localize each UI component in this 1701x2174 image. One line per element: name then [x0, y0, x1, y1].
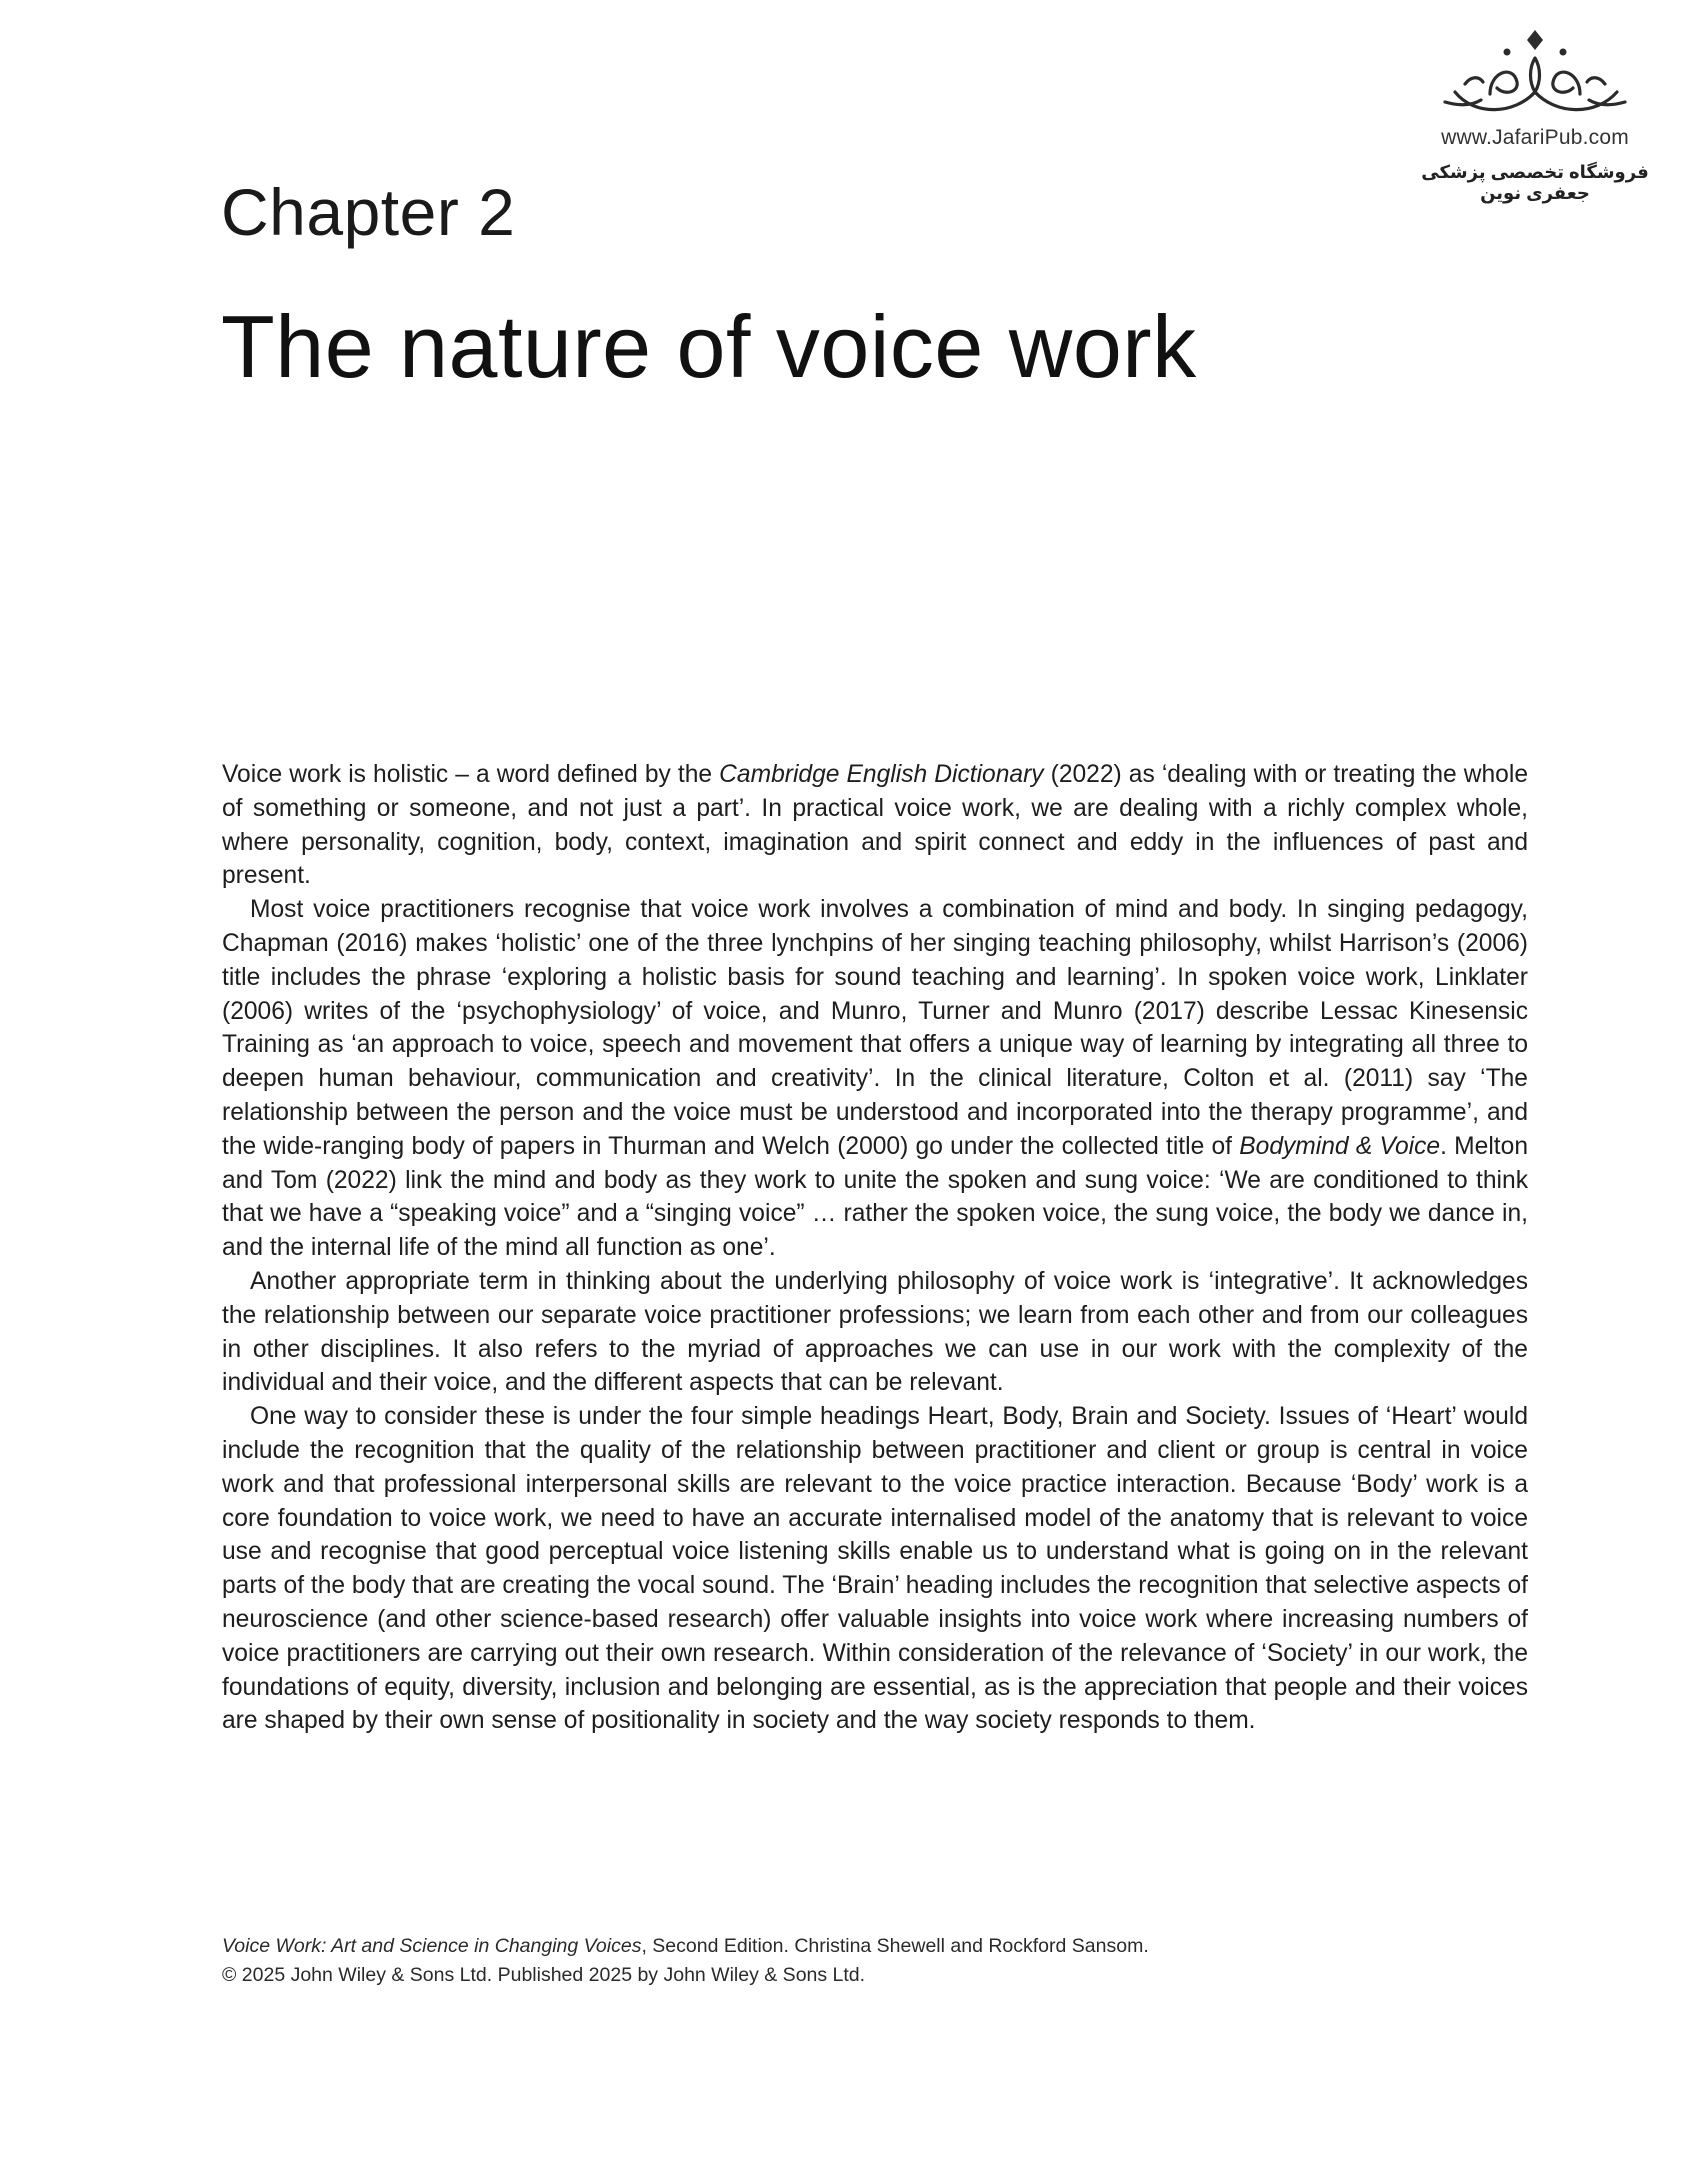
dictionary-title: Cambridge English Dictionary [719, 761, 1044, 788]
footer-book-title: Voice Work: Art and Science in Changing Voices [222, 1935, 642, 1957]
paragraph-1-text-a: Voice work is holistic – a word defined by the [222, 761, 720, 788]
footer-book-details: , Second Edition. Christina Shewell and Rockford Sansom. [641, 1935, 1149, 1957]
paragraph-4: One way to consider these is under the four simple headings Heart, Body, Brain and Society. Issues of ‘Heart’ would include the recognition that the quality of the relationship between practitioner and client or group is central in voice work and that professional interpersonal skills are relevant to the voice practice interaction. Because ‘Body’ work is a core foundation to voice work, we need to have an accurate internalised model of the anatomy that is relevant to voice use and recognise that good perceptual voice listening skills enable us to understand what is going on in the relevant parts of the body that are creating the vocal sound. The ‘Brain’ heading includes the recognition that selective aspects of neuroscience (and other science-based research) offer valuable insights into voice work where increasing numbers of voice practitioners are carrying out their own research. Within consideration of the relevance of ‘Society’ in our work, the foundations of equity, diversity, inclusion and belonging are essential, as is the appreciation that people and their voices are shaped by their own sense of positionality in society and the way society responds to them. [222, 1403, 1528, 1735]
paragraph-1-text-b: (2022) as ‘dealing with or treating the whole of something or someone, and not just a part’. In practical voice work, we are dealing with a richly complex whole, where personality, cognition, body, context, imagination and spirit connect and eddy in the influences of past and present. [222, 761, 1528, 890]
chapter-title: The nature of voice work [221, 297, 1197, 396]
paragraph-2 [222, 893, 1528, 1265]
paragraph-3: Another appropriate term in thinking about the underlying philosophy of voice work is ‘integrative’. It acknowledges the relationship between our separate voice practitioner professions; we learn from each other and from our colleagues in other disciplines. It also refers to the myriad of approaches we can use in our work with the complexity of the individual and their voice, and the different aspects that can be relevant. [222, 1267, 1528, 1397]
publisher-logo[interactable] [1390, 22, 1680, 203]
footer-copyright: © 2025 John Wiley & Sons Ltd. Published 2025 by John Wiley & Sons Ltd. [222, 1963, 866, 1986]
footer-citation [222, 1932, 1522, 1961]
publisher-url[interactable]: www.JafariPub.com [1441, 126, 1629, 149]
copyright-footer [222, 1932, 1522, 1989]
calligraphy-logo-icon [1435, 22, 1635, 122]
bodymind-title: Bodymind & Voice [1239, 1132, 1441, 1160]
publisher-tagline: فروشگاه تخصصی پزشکی جعفری نوین [1421, 162, 1649, 203]
paragraph-2-text-b: . Melton and Tom (2022) link the mind and body as they work to unite the spoken and sung voice: ‘We are conditioned to think that we have a “speaking voice” and a “singing voice” … rather the spoken voice, the sung voice, the body we dance in, and the internal life of the mind all function as one’. [222, 1132, 1528, 1262]
paragraph-1 [222, 758, 1528, 893]
chapter-body [222, 758, 1528, 1738]
paragraph-2-text-a: Most voice practitioners recognise that voice work involves a combination of mind and body. In singing pedagogy, Chapman (2016) makes ‘holistic’ one of the three lynchpins of her singing teaching philosophy, whilst Harrison’s (2006) title includes the phrase ‘exploring a holistic basis for sound teaching and learning’. In spoken voice work, Linklater (2006) writes of the ‘psychophysiology’ of voice, and Munro, Turner and Munro (2017) describe Lessac Kinesensic Training as ‘an approach to voice, speech and movement that offers a unique way of learning by integrating all three to deepen human behaviour, communication and creativity’. In the clinical literature, Colton et al. (2011) say ‘The relationship between the person and the voice must be understood and incorporated into the therapy programme’, and the wide-ranging body of papers in Thurman and Welch (2000) go under the collected title of [222, 896, 1528, 1160]
chapter-number: Chapter 2 [221, 175, 516, 249]
